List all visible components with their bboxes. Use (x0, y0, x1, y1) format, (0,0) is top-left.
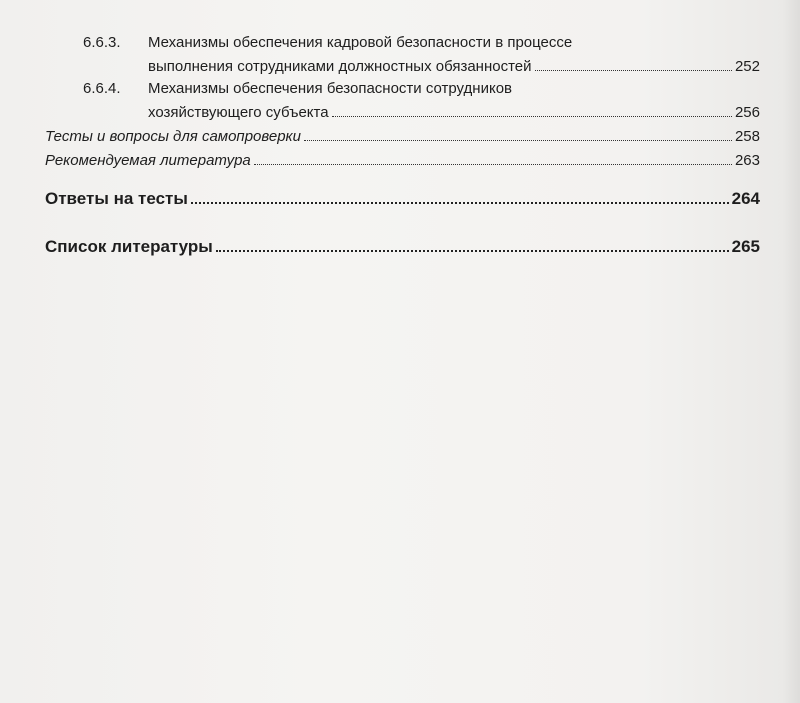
page-edge-shadow (782, 0, 800, 703)
toc-entry-title-line2: хозяйствующего субъекта (148, 104, 329, 121)
toc-page-number: 264 (731, 189, 760, 208)
toc-entry-title: Ответы на тесты (45, 189, 188, 208)
toc-page-number: 263 (734, 152, 760, 169)
toc-page-number: 265 (731, 237, 760, 256)
toc-entry-title-line2: выполнения сотрудниками должностных обязанностей (148, 58, 532, 75)
dot-leader (535, 70, 732, 71)
toc-entry-leader-line (148, 104, 760, 121)
toc-entry-number: 6.6.3. (83, 34, 121, 51)
toc-entry-test-answers (45, 189, 760, 209)
toc-entry-self-check (45, 128, 760, 145)
dot-leader (304, 140, 732, 141)
dot-leader (216, 250, 729, 252)
toc-page-number: 258 (734, 128, 760, 145)
toc-entry-title-line1: Механизмы обеспечения безопасности сотрудников (148, 80, 513, 97)
toc-page-number: 252 (734, 58, 760, 75)
toc-entry-title: Список литературы (45, 237, 213, 256)
toc-entry-bibliography (45, 237, 760, 257)
dot-leader (191, 202, 729, 204)
toc-entry-recommended-literature (45, 152, 760, 169)
toc-entry-number: 6.6.4. (83, 80, 121, 97)
toc-entry-title: Тесты и вопросы для самопроверки (45, 128, 301, 145)
toc-page-number: 256 (734, 104, 760, 121)
toc-entry-title: Рекомендуемая литература (45, 152, 251, 169)
toc-entry-leader-line (148, 58, 760, 75)
dot-leader (332, 116, 732, 117)
toc-entry-title-line1: Механизмы обеспечения кадровой безопасности в процессе (148, 34, 573, 51)
dot-leader (254, 164, 732, 165)
